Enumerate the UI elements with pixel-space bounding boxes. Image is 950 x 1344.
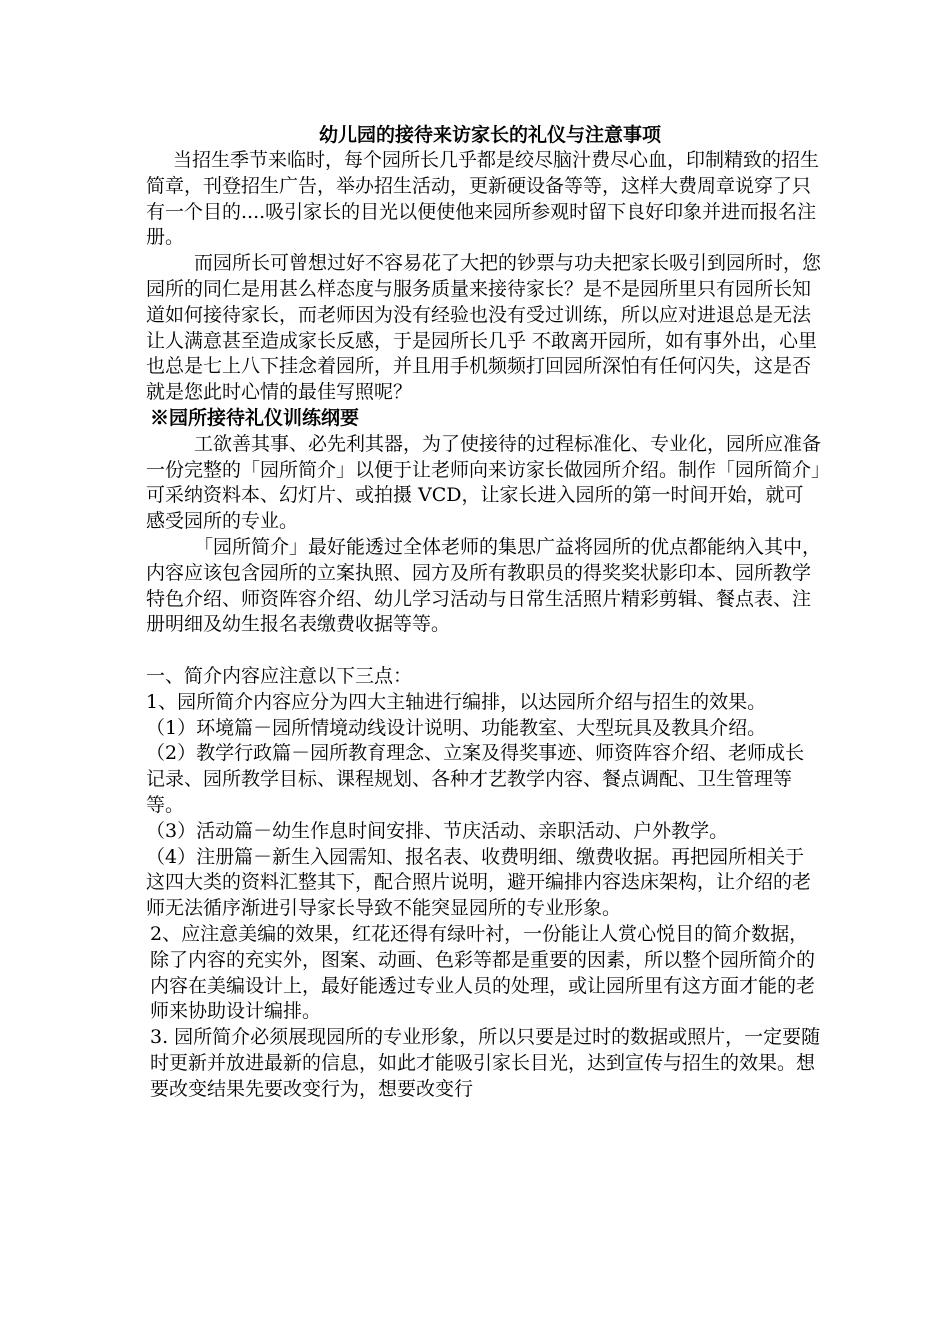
sub-item-registration: （4）注册篇－新生入园需知、报名表、收费明细、缴费收据。再把园所相关于这四大类的资料汇整其下，配合照片说明，避开编排内容迭床架构，让介绍的老师无法循序渐进引导家长导致不能突显园所的专业形象。 [146, 845, 812, 920]
document-title: 幼儿园的接待来访家长的礼仪与注意事项 [318, 124, 661, 146]
paragraph-intro: 当招生季节来临时，每个园所长几乎都是绞尽脑汁费尽心血，印制精致的招生简章，刊登招生广告，举办招生活动，更新硬设备等等，这样大费周章说穿了只有一个目的....吸引家长的目光以便使他来园所参观时留下良好印象并进而报名注册。 [146, 149, 820, 249]
sub-item-activities: （3）活动篇－幼生作息时间安排、节庆活动、亲职活动、户外教学。 [146, 819, 729, 842]
section-heading-training: ※园所接待礼仪训练纲要 [150, 406, 360, 429]
sub-item-teaching: （2）教学行政篇－园所教育理念、立案及得奖事迹、师资阵容介绍、老师成长记录、园所教学目标、课程规划、各种才艺教学内容、餐点调配、卫生管理等等。 [146, 742, 805, 816]
paragraph-concern-end: 就是您此时心情的最佳写照呢？ [146, 381, 413, 404]
list-item-3: 3. 园所简介必须展现园所的专业形象，所以只要是过时的数据或照片，一定要随时更新并放进最新的信息，如此才能吸引家长目光，达到宣传与招生的效果。想要改变结果先要改变行为，想要改变行 [150, 1026, 821, 1100]
paragraph-concern: 而园所长可曾想过好不容易花了大把的钞票与功夫把家长吸引到园所时，您园所的同仁是用甚么样态度与服务质量来接待家长？是不是园所里只有园所长知道如何接待家长，而老师因为没有经验也没有受过训练，所以应对进退总是无法让人满意甚至造成家长反感，于是园所长几乎 不敢离开园所，如有事外出，心里也总是七上八下挂念着园所，并且用手机频频打回园所深怕有任何闪失，这是否 [146, 252, 822, 378]
document-page [146, 122, 822, 1102]
list-item-1: 1、园所简介内容应分为四大主轴进行编排，以达园所介绍与招生的效果。 [146, 690, 767, 713]
paragraph-brochure: 「园所简介」最好能透过全体老师的集思广益将园所的优点都能纳入其中，内容应该包含园所的立案执照、园方及所有教职员的得奖奖状影印本、园所教学特色介绍、师资阵容介绍、幼儿学习活动与日常生活照片精彩剪辑、餐点表、注册明细及幼生报名表缴费收据等等。 [146, 535, 822, 636]
section-title-points: 一、简介内容应注意以下三点： [146, 664, 413, 687]
blank-line [146, 638, 822, 664]
list-item-2: 2、应注意美编的效果，红花还得有绿叶衬，一份能让人赏心悦目的简介数据，除了内容的充实外，图案、动画、色彩等都是重要的因素，所以整个园所简介的内容在美编设计上，最好能透过专业人员的处理，或让园所里有这方面才能的老师来协助设计编排。 [150, 922, 816, 1023]
sub-item-environment: （1）环境篇－园所情境动线设计说明、功能教室、大型玩具及教具介绍。 [146, 716, 767, 739]
paragraph-tools: 工欲善其事、必先利其器，为了使接待的过程标准化、专业化，园所应准备一份完整的「园所简介」以便于让老师向来访家长做园所介绍。制作「园所简介」可采纳资料本、幻灯片、或拍摄 VCD，让家长进入园所的第一时间开始，就可感受园所的专业。 [146, 432, 822, 533]
